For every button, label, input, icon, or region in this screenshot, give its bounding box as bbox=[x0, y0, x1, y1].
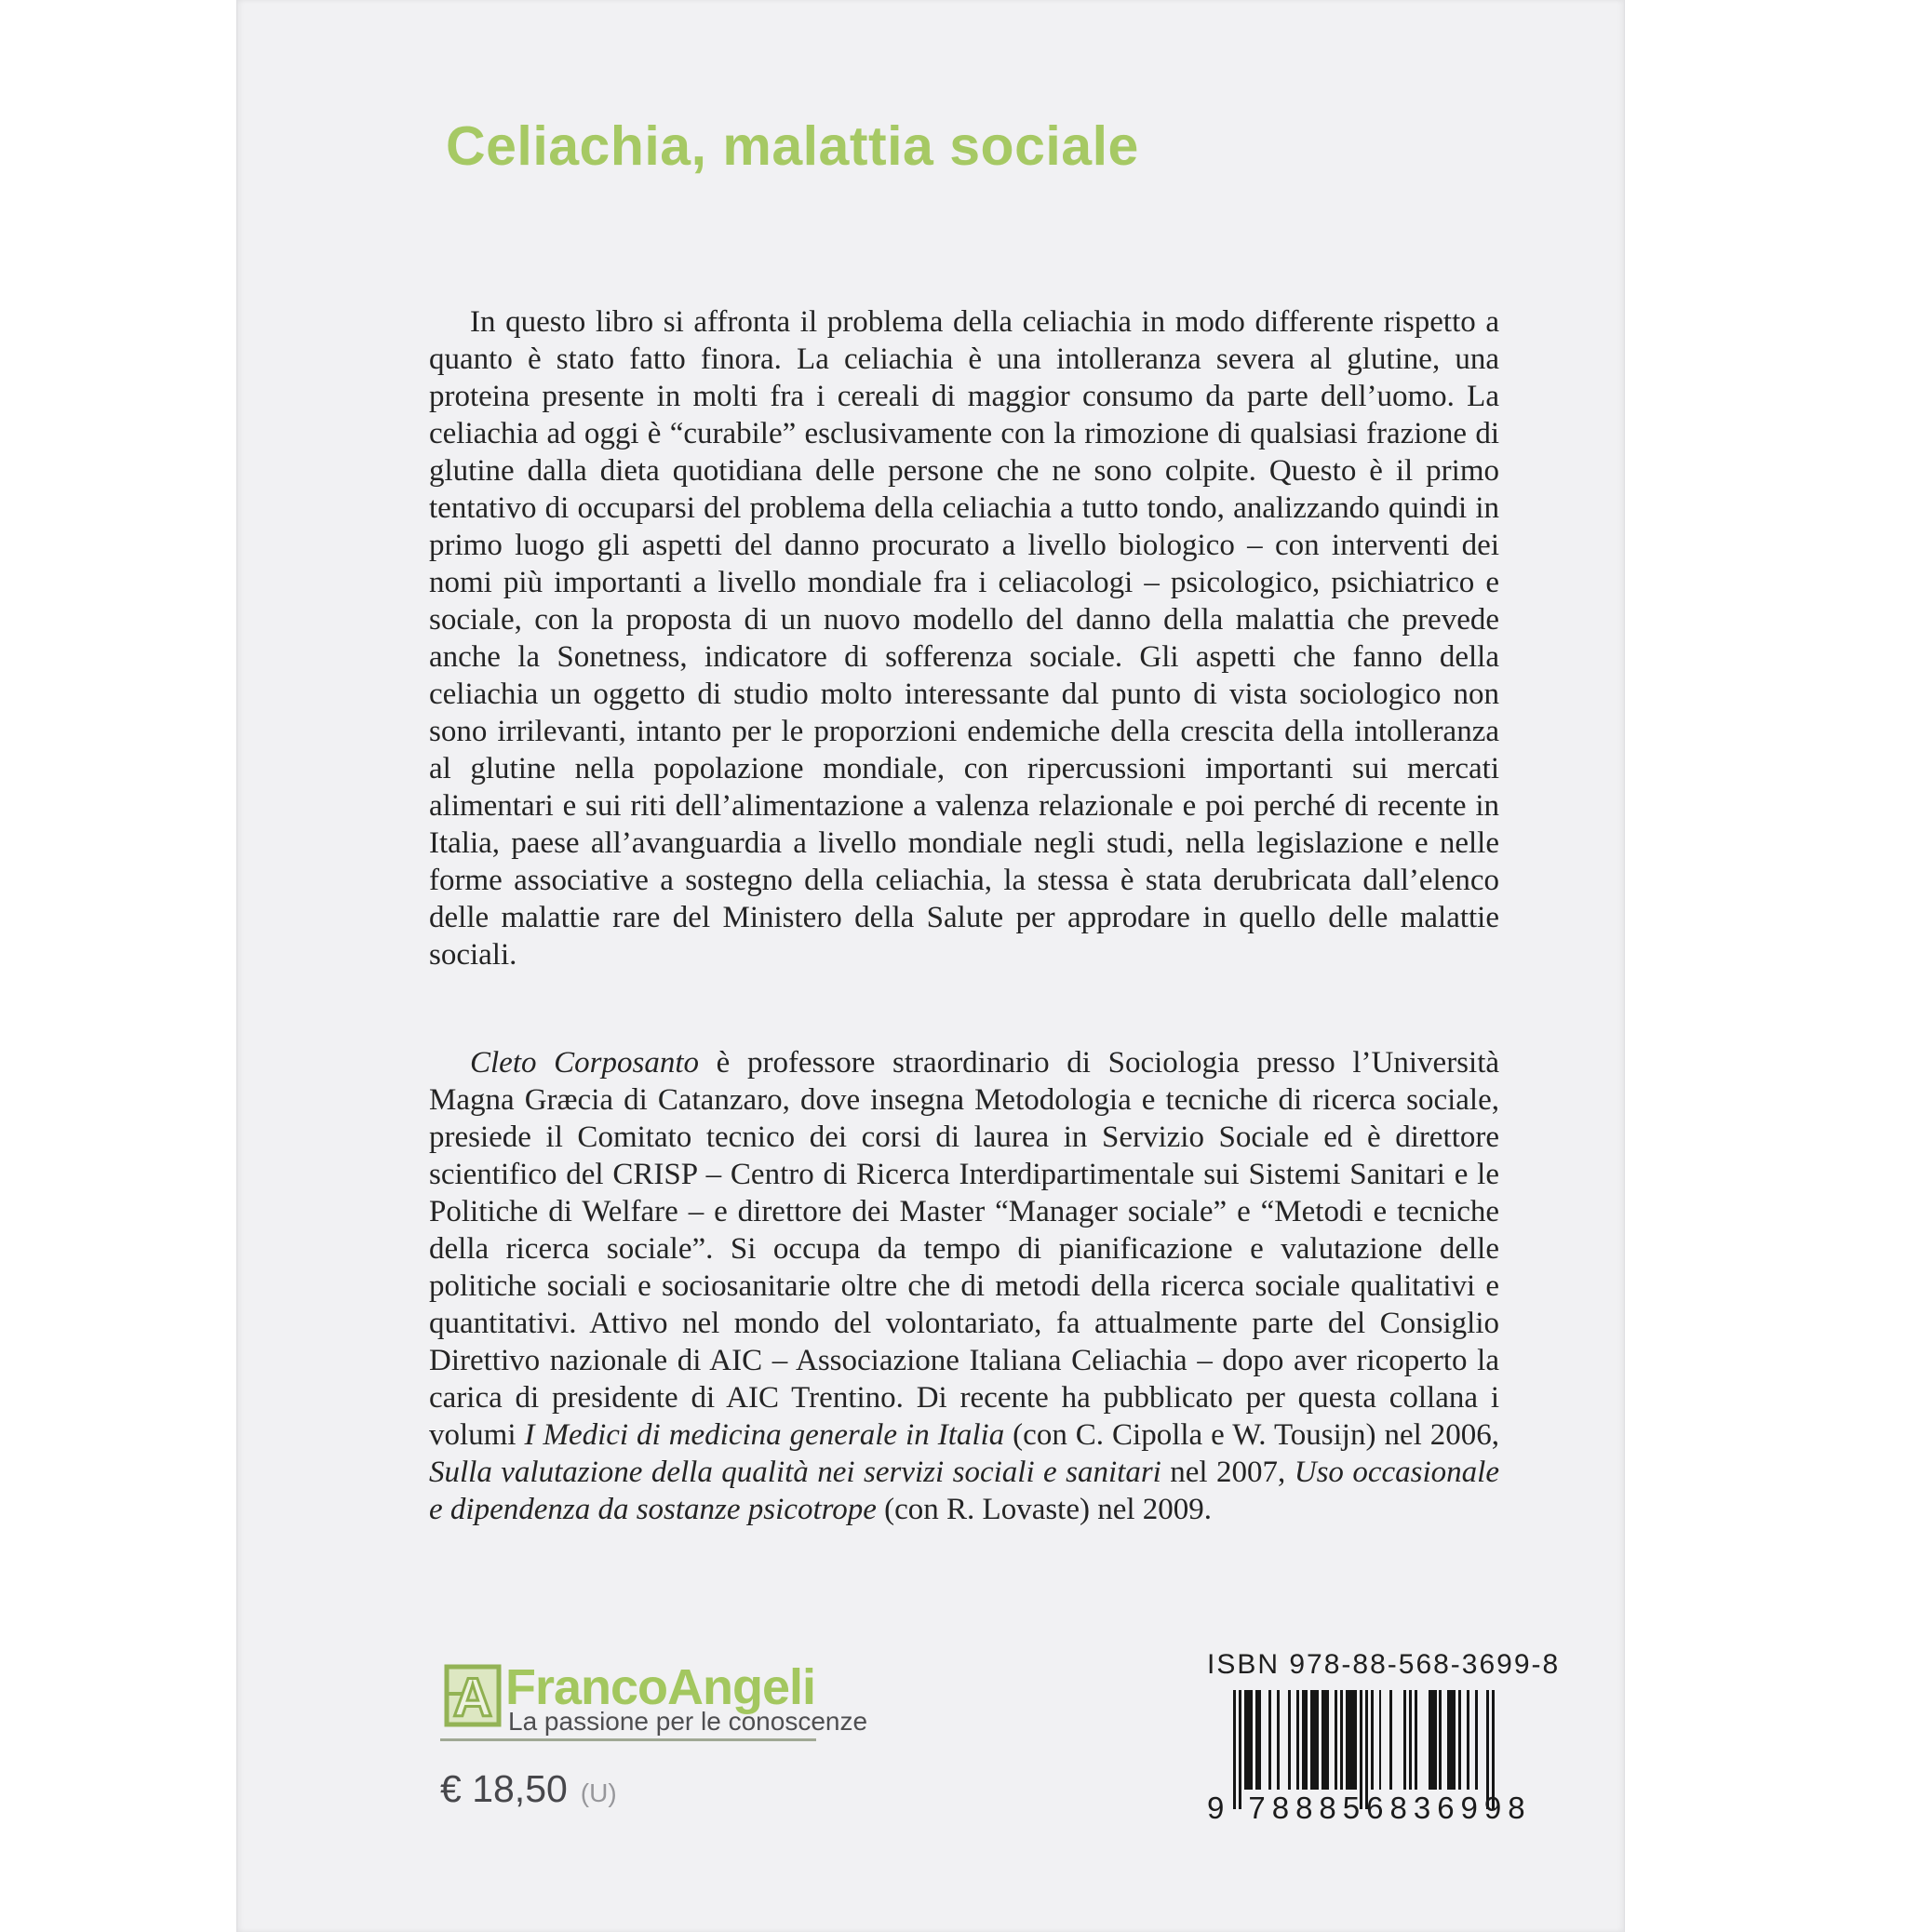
publisher-rule bbox=[440, 1738, 816, 1741]
price-value: € 18,50 bbox=[440, 1767, 568, 1810]
bio-text: nel 2007, bbox=[1161, 1456, 1295, 1489]
book-reference-1: I Medici di medicina generale in Italia bbox=[524, 1418, 1005, 1452]
author-bio-paragraph bbox=[429, 1044, 1499, 1528]
isbn-label: ISBN 978-88-568-3699-8 bbox=[1207, 1649, 1561, 1680]
barcode-digits-left: 788856 bbox=[1248, 1791, 1390, 1825]
publisher-tagline: La passione per le conoscenze bbox=[508, 1707, 868, 1736]
publisher-name: FrancoAngeli bbox=[505, 1659, 816, 1715]
author-name: Cleto Corposanto bbox=[470, 1046, 700, 1080]
bio-text: (con R. Lovaste) nel 2009. bbox=[876, 1493, 1213, 1526]
price-note: (U) bbox=[580, 1778, 617, 1807]
isbn-block bbox=[1207, 1649, 1561, 1826]
synopsis-paragraph: In questo libro si affronta il problema della celiachia in modo differente rispetto a quanto è stato fatto finora. La celiachia è una intolleranza severa al glutine, una proteina presente in molti fra i cereali di maggior consumo da parte dell’uomo. La celiachia ad oggi è “curabile” esclusivamente con la rimozione di qualsiasi frazione di glutine dalla dieta quotidiana delle persone che ne sono colpite. Questo è il primo tentativo di occuparsi del problema della celiachia a tutto tondo, analizzando quindi in primo luogo gli aspetti del danno procurato a livello biologico – con interventi dei nomi più importanti a livello mondiale fra i celiacologi – psicologico, psichiatrico e sociale, con la proposta di un nuovo modello del danno della malattia che prevede anche la Sonetness, indicatore di sofferenza sociale. Gli aspetti che fanno della celiachia un oggetto di studio molto interessante dal punto di vista sociologico non sono irrilevanti, intanto per le proporzioni endemiche della crescita della intolleranza al glutine nella popolazione mondiale, con ripercussioni importanti sui mercati alimentari e sui riti dell’alimentazione a valenza relazionale e poi perché di recente in Italia, paese all’avanguardia a livello mondiale negli studi, nella legislazione e nelle forme associative a sostegno della celiachia, la stessa è stata derubricata dall’elenco delle malattie rare del Ministero della Salute per approdare in quello delle malattie sociali. bbox=[429, 305, 1499, 972]
book-title: Celiachia, malattia sociale bbox=[446, 115, 1139, 177]
book-reference-3: Uso occasionale e dipendenza da sostanze psicotrope bbox=[429, 1456, 1499, 1526]
bio-text: (con C. Cipolla e W. Tousijn) nel 2006, bbox=[1004, 1418, 1499, 1452]
price bbox=[440, 1767, 617, 1811]
bio-text: è professore straordinario di Sociologia presso l’Università Magna Græcia di Catanzaro, dove insegna Metodologia e tecniche di ricerca sociale, presiede il Comitato tecnico dei corsi di laurea in Servizio Sociale ed è direttore scientifico del CRISP – Centro di Ricerca Interdipartimentale sui Sistemi Sanitari e le Politiche di Welfare – e direttore dei Master “Manager sociale” e “Metodi e tecniche della ricerca sociale”. Si occupa da tempo di pianificazione e valutazione delle politiche sociali e sociosanitarie oltre che di metodi della ricerca sociale qualitativi e quantitativi. Attivo nel mondo del volontariato, fa attualmente parte del Consiglio Direttivo nazionale di AIC – Associazione Italiana Celiachia – dopo aver ricoperto la carica di presidente di AIC Trentino. Di recente ha pubblicato per questa collana i volumi bbox=[429, 1046, 1500, 1452]
back-cover bbox=[236, 0, 1625, 1932]
barcode-digits-right: 836998 bbox=[1389, 1791, 1532, 1825]
publisher-logo-icon bbox=[444, 1664, 502, 1727]
barcode-digit-first: 9 bbox=[1207, 1791, 1225, 1825]
book-reference-2: Sulla valutazione della qualità nei servizi sociali e sanitari bbox=[429, 1456, 1161, 1489]
barcode-digits bbox=[1207, 1791, 1532, 1826]
publisher-logo-letter: A bbox=[453, 1668, 492, 1727]
